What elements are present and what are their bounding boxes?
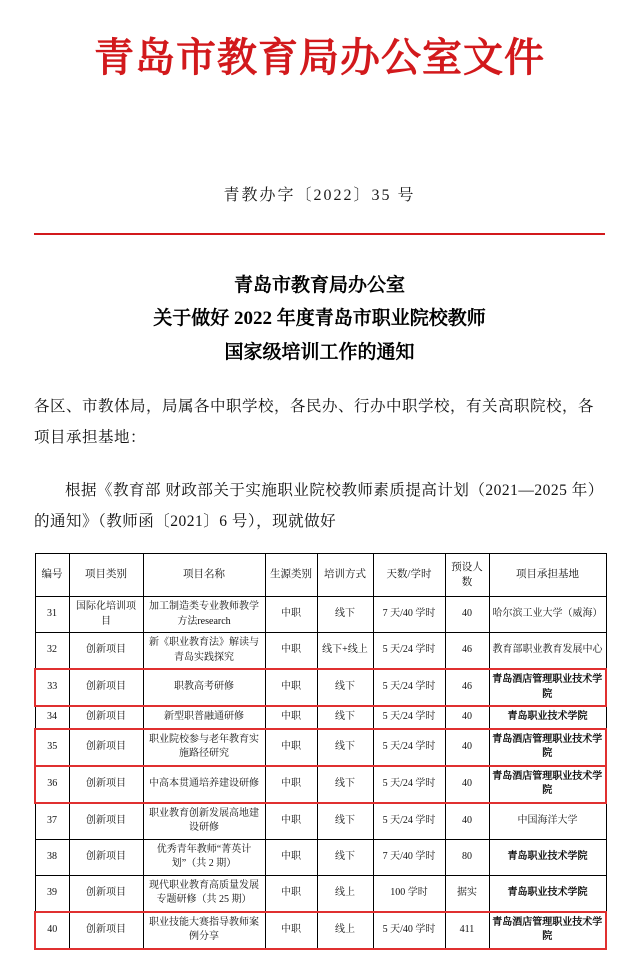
cell-planned-count: 411 bbox=[445, 912, 489, 949]
cell-days-hours: 5 天/40 学时 bbox=[373, 912, 445, 949]
cell-category: 创新项目 bbox=[69, 912, 143, 949]
cell-days-hours: 5 天/24 学时 bbox=[373, 706, 445, 729]
cell-student-type: 中职 bbox=[265, 597, 317, 633]
training-projects-table bbox=[34, 553, 607, 950]
cell-category: 国际化培训项目 bbox=[69, 597, 143, 633]
cell-planned-count: 40 bbox=[445, 706, 489, 729]
cell-project-name: 现代职业教育高质量发展专题研修（共 25 期） bbox=[143, 875, 265, 912]
cell-days-hours: 5 天/24 学时 bbox=[373, 669, 445, 706]
cell-student-type: 中职 bbox=[265, 729, 317, 766]
cell-project-name: 职教高考研修 bbox=[143, 669, 265, 706]
document-subject bbox=[34, 269, 605, 369]
cell-id: 32 bbox=[35, 633, 69, 670]
table-row bbox=[35, 875, 606, 912]
red-divider-rule bbox=[34, 233, 605, 235]
cell-planned-count: 80 bbox=[445, 839, 489, 875]
column-header-host-base: 项目承担基地 bbox=[489, 553, 606, 596]
cell-planned-count: 40 bbox=[445, 729, 489, 766]
table-header-row bbox=[35, 553, 606, 596]
subject-line-3: 国家级培训工作的通知 bbox=[224, 341, 415, 363]
cell-training-mode: 线下+线上 bbox=[317, 633, 373, 670]
document-number: 青教办字〔2022〕35 号 bbox=[223, 187, 416, 204]
cell-training-mode: 线下 bbox=[317, 597, 373, 633]
table-row bbox=[35, 669, 606, 706]
cell-category: 创新项目 bbox=[69, 669, 143, 706]
cell-host-base: 青岛职业技术学院 bbox=[489, 706, 606, 729]
cell-days-hours: 5 天/24 学时 bbox=[373, 729, 445, 766]
document-page bbox=[0, 34, 639, 966]
cell-planned-count: 46 bbox=[445, 669, 489, 706]
cell-planned-count: 据实 bbox=[445, 875, 489, 912]
table-row bbox=[35, 766, 606, 803]
cell-category: 创新项目 bbox=[69, 803, 143, 840]
cell-student-type: 中职 bbox=[265, 706, 317, 729]
cell-category: 创新项目 bbox=[69, 875, 143, 912]
column-header-planned-count: 预设人数 bbox=[445, 553, 489, 596]
cell-id: 31 bbox=[35, 597, 69, 633]
cell-project-name: 职业教育创新发展高地建设研修 bbox=[143, 803, 265, 840]
cell-days-hours: 5 天/24 学时 bbox=[373, 766, 445, 803]
cell-training-mode: 线下 bbox=[317, 803, 373, 840]
cell-project-name: 职业技能大赛指导教师案例分享 bbox=[143, 912, 265, 949]
cell-category: 创新项目 bbox=[69, 839, 143, 875]
cell-student-type: 中职 bbox=[265, 803, 317, 840]
cell-training-mode: 线下 bbox=[317, 729, 373, 766]
cell-host-base: 青岛酒店管理职业技术学院 bbox=[489, 912, 606, 949]
cell-project-name: 职业院校参与老年教育实施路径研究 bbox=[143, 729, 265, 766]
cell-host-base: 青岛职业技术学院 bbox=[489, 875, 606, 912]
cell-project-name: 加工制造类专业教师教学方法research bbox=[143, 597, 265, 633]
cell-id: 39 bbox=[35, 875, 69, 912]
cell-category: 创新项目 bbox=[69, 729, 143, 766]
cell-id: 35 bbox=[35, 729, 69, 766]
cell-training-mode: 线下 bbox=[317, 839, 373, 875]
column-header-student-type: 生源类别 bbox=[265, 553, 317, 596]
cell-planned-count: 40 bbox=[445, 803, 489, 840]
cell-days-hours: 7 天/40 学时 bbox=[373, 839, 445, 875]
cell-student-type: 中职 bbox=[265, 766, 317, 803]
cell-planned-count: 46 bbox=[445, 633, 489, 670]
table-row bbox=[35, 912, 606, 949]
cell-training-mode: 线上 bbox=[317, 912, 373, 949]
cell-training-mode: 线上 bbox=[317, 875, 373, 912]
column-header-project-name: 项目名称 bbox=[143, 553, 265, 596]
subject-line-1: 青岛市教育局办公室 bbox=[233, 275, 405, 296]
cell-host-base: 青岛酒店管理职业技术学院 bbox=[489, 669, 606, 706]
document-title: 青岛市教育局办公室文件 bbox=[94, 35, 545, 80]
basis-paragraph: 根据《教育部 财政部关于实施职业院校教师素质提高计划（2021—2025 年）的通知》（教师函〔2021〕6 号），现就做好 bbox=[34, 481, 604, 530]
column-header-days-hours: 天数/学时 bbox=[373, 553, 445, 596]
table-row bbox=[35, 839, 606, 875]
cell-host-base: 青岛酒店管理职业技术学院 bbox=[489, 729, 606, 766]
column-header-training-mode: 培训方式 bbox=[317, 553, 373, 596]
cell-host-base: 中国海洋大学 bbox=[489, 803, 606, 840]
cell-training-mode: 线下 bbox=[317, 766, 373, 803]
cell-days-hours: 5 天/24 学时 bbox=[373, 633, 445, 670]
cell-planned-count: 40 bbox=[445, 766, 489, 803]
column-header-id: 编号 bbox=[35, 553, 69, 596]
cell-category: 创新项目 bbox=[69, 766, 143, 803]
cell-category: 创新项目 bbox=[69, 633, 143, 670]
cell-student-type: 中职 bbox=[265, 839, 317, 875]
cell-project-name: 新型职普融通研修 bbox=[143, 706, 265, 729]
cell-days-hours: 7 天/40 学时 bbox=[373, 597, 445, 633]
recipients-paragraph: 各区、市教体局，局属各中职学校，各民办、行办中职学校，有关高职院校，各项目承担基地： bbox=[34, 397, 595, 446]
table-row bbox=[35, 597, 606, 633]
cell-project-name: 新《职业教育法》解读与青岛实践探究 bbox=[143, 633, 265, 670]
cell-id: 38 bbox=[35, 839, 69, 875]
table-row bbox=[35, 633, 606, 670]
cell-student-type: 中职 bbox=[265, 875, 317, 912]
cell-host-base: 哈尔滨工业大学（威海） bbox=[489, 597, 606, 633]
cell-host-base: 青岛酒店管理职业技术学院 bbox=[489, 766, 606, 803]
table-row bbox=[35, 706, 606, 729]
cell-id: 36 bbox=[35, 766, 69, 803]
cell-id: 37 bbox=[35, 803, 69, 840]
cell-project-name: 中高本贯通培养建设研修 bbox=[143, 766, 265, 803]
cell-student-type: 中职 bbox=[265, 633, 317, 670]
cell-id: 40 bbox=[35, 912, 69, 949]
table-row bbox=[35, 803, 606, 840]
column-header-category: 项目类别 bbox=[69, 553, 143, 596]
cell-student-type: 中职 bbox=[265, 669, 317, 706]
subject-line-2: 关于做好 2022 年度青岛市职业院校教师 bbox=[153, 308, 486, 330]
cell-host-base: 青岛职业技术学院 bbox=[489, 839, 606, 875]
cell-project-name: 优秀青年教师“菁英计划”（共 2 期） bbox=[143, 839, 265, 875]
cell-days-hours: 5 天/24 学时 bbox=[373, 803, 445, 840]
cell-category: 创新项目 bbox=[69, 706, 143, 729]
cell-training-mode: 线下 bbox=[317, 706, 373, 729]
cell-student-type: 中职 bbox=[265, 912, 317, 949]
cell-training-mode: 线下 bbox=[317, 669, 373, 706]
cell-host-base: 教育部职业教育发展中心 bbox=[489, 633, 606, 670]
cell-days-hours: 100 学时 bbox=[373, 875, 445, 912]
cell-id: 33 bbox=[35, 669, 69, 706]
cell-planned-count: 40 bbox=[445, 597, 489, 633]
cell-id: 34 bbox=[35, 706, 69, 729]
table-row bbox=[35, 729, 606, 766]
